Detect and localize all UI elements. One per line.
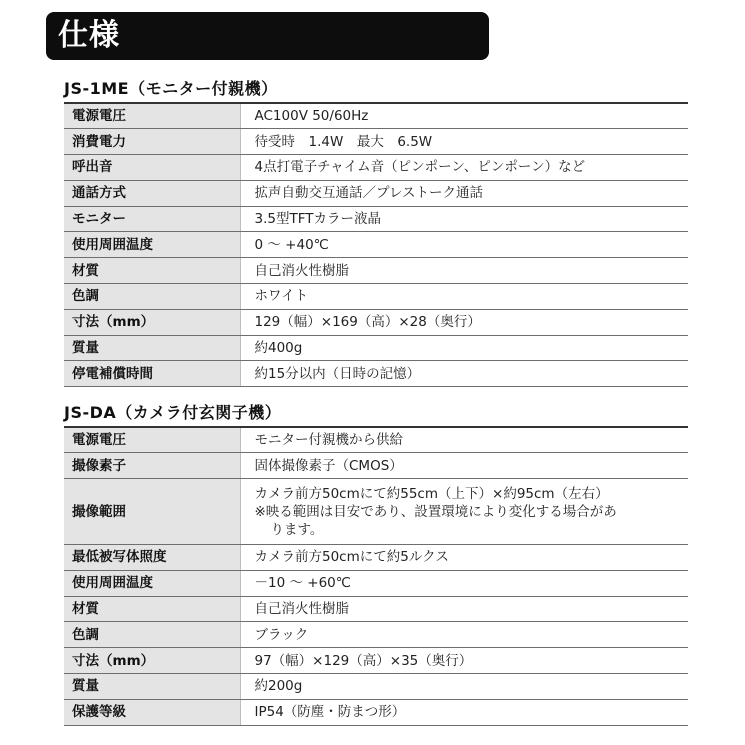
spec-value: モニター付親機から供給	[240, 427, 688, 453]
spec-value: 自己消火性樹脂	[240, 258, 688, 284]
spec-value: 129（幅）×169（高）×28（奥行）	[240, 309, 688, 335]
table-row	[64, 545, 688, 571]
spec-value: 0 ～ +40℃	[240, 232, 688, 258]
table-row	[64, 258, 688, 284]
table-row	[64, 361, 688, 387]
spec-value: 拡声自動交互通話／プレストーク通話	[240, 180, 688, 206]
spec-table	[64, 102, 688, 387]
spec-key: 停電補償時間	[64, 361, 240, 387]
section-js-1me	[64, 76, 688, 387]
table-row	[64, 648, 688, 674]
page-title: 仕様	[58, 18, 120, 53]
spec-key: モニター	[64, 206, 240, 232]
spec-key: 撮像素子	[64, 453, 240, 479]
spec-value: IP54（防塵・防まつ形）	[240, 699, 688, 725]
spec-note-line: ります。	[270, 521, 324, 538]
spec-key: 使用周囲温度	[64, 570, 240, 596]
spec-value: ホワイト	[240, 284, 688, 310]
table-row	[64, 180, 688, 206]
spec-key: 保護等級	[64, 699, 240, 725]
spec-value: ブラック	[240, 622, 688, 648]
spec-value: 4点打電子チャイム音（ピンポーン、ピンポーン）など	[240, 155, 688, 181]
table-row	[64, 674, 688, 700]
table-row	[64, 479, 688, 545]
spec-key: 寸法（mm）	[64, 309, 240, 335]
spec-key: 撮像範囲	[64, 479, 240, 545]
spec-value	[240, 479, 688, 545]
spec-value: AC100V 50/60Hz	[240, 103, 688, 129]
section-title: JS-DA（カメラ付玄関子機）	[64, 403, 282, 422]
spec-key: 質量	[64, 674, 240, 700]
table-row	[64, 309, 688, 335]
spec-value: 自己消火性樹脂	[240, 596, 688, 622]
table-row	[64, 103, 688, 129]
spec-value: 約15分以内（日時の記憶）	[240, 361, 688, 387]
table-row	[64, 284, 688, 310]
spec-key: 寸法（mm）	[64, 648, 240, 674]
table-row	[64, 335, 688, 361]
table-row	[64, 570, 688, 596]
table-row	[64, 155, 688, 181]
spec-key: 最低被写体照度	[64, 545, 240, 571]
spec-key: 消費電力	[64, 129, 240, 155]
spec-value: 約200g	[240, 674, 688, 700]
spec-value: 約400g	[240, 335, 688, 361]
spec-table	[64, 426, 688, 726]
spec-key: 電源電圧	[64, 427, 240, 453]
table-row	[64, 699, 688, 725]
table-row	[64, 129, 688, 155]
spec-value: －10 ～ +60℃	[240, 570, 688, 596]
spec-key: 色調	[64, 284, 240, 310]
spec-value: 97（幅）×129（高）×35（奥行）	[240, 648, 688, 674]
section-title: JS-1ME（モニター付親機）	[64, 79, 278, 98]
spec-key: 材質	[64, 596, 240, 622]
spec-value: 固体撮像素子（CMOS）	[240, 453, 688, 479]
spec-value: 3.5型TFTカラー液晶	[240, 206, 688, 232]
spec-value-line: カメラ前方50cmにて約55cm（上下）×約95cm（左右）	[254, 485, 609, 502]
spec-key: 使用周囲温度	[64, 232, 240, 258]
table-row	[64, 206, 688, 232]
spec-banner	[46, 12, 489, 60]
spec-key: 呼出音	[64, 155, 240, 181]
spec-value: カメラ前方50cmにて約5ルクス	[240, 545, 688, 571]
spec-key: 材質	[64, 258, 240, 284]
spec-note-line: ※映る範囲は目安であり、設置環境により変化する場合があ	[254, 503, 617, 520]
section-js-da	[64, 400, 688, 726]
spec-key: 電源電圧	[64, 103, 240, 129]
table-row	[64, 427, 688, 453]
spec-key: 通話方式	[64, 180, 240, 206]
table-row	[64, 453, 688, 479]
table-row	[64, 232, 688, 258]
table-row	[64, 622, 688, 648]
spec-key: 色調	[64, 622, 240, 648]
table-row	[64, 596, 688, 622]
spec-key: 質量	[64, 335, 240, 361]
spec-value: 待受時 1.4W 最大 6.5W	[240, 129, 688, 155]
